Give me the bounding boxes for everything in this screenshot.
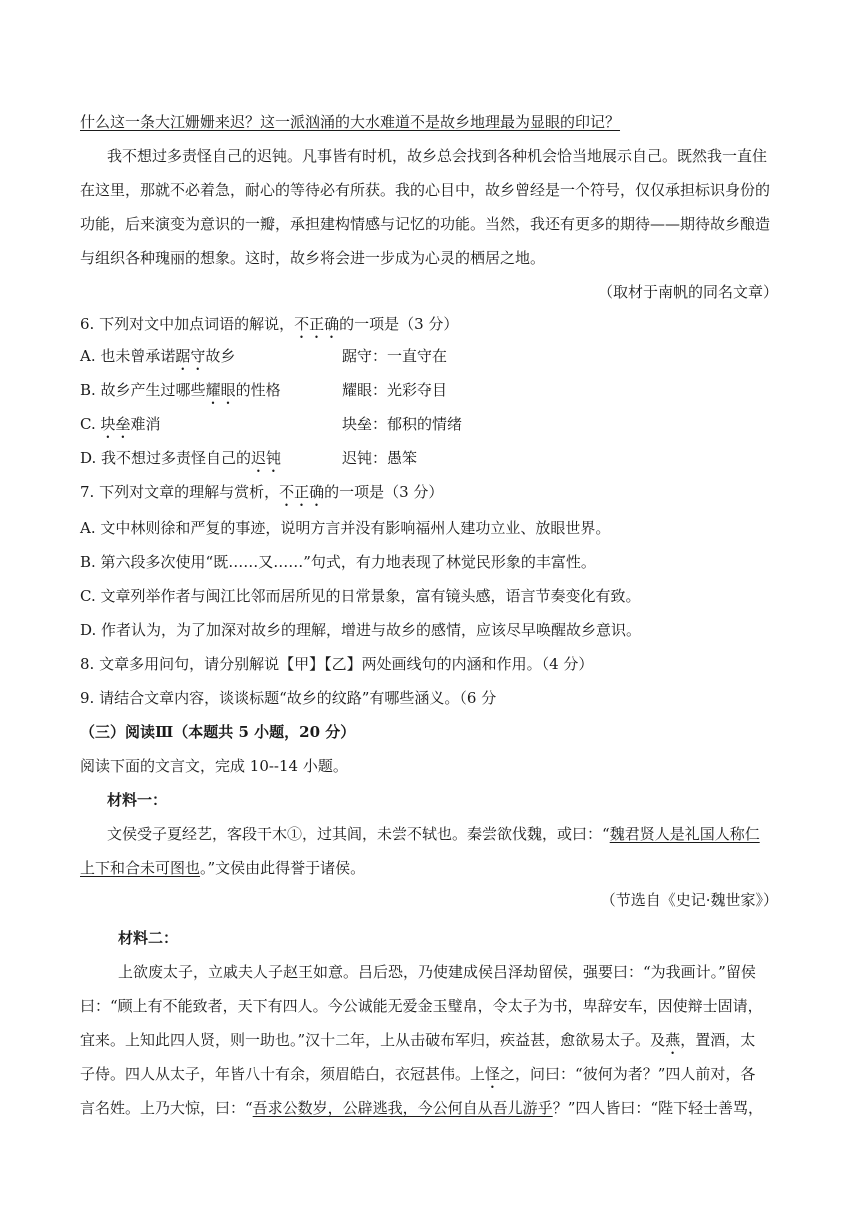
material-2-line: 上欲废太子，立戚夫人子赵王如意。吕后恐，乃使建成侯吕泽劫留侯，强要曰：“为我画计。”留侯 xyxy=(118,963,756,981)
paragraph-line: 在这里，那就不必着急，耐心的等待必有所获。我的心目中，故乡曾经是一个符号，仅仅承担标识身份的 xyxy=(80,181,771,199)
paragraph-line: 功能，后来演变为意识的一瓣，承担建构情感与记忆的功能。当然，我还有更多的期待——期待故乡酿造 xyxy=(80,215,771,233)
material-2-line: 言名姓。上乃大惊，曰：“吾求公数岁，公辟逃我，今公何自从吾儿游乎？”四人皆曰：“陛下轻士善骂， xyxy=(80,1099,764,1117)
question-6-stem: 6. 下列对文中加点词语的解说，不正确的一项是（3 分） xyxy=(80,315,459,333)
emphasis-text: 不正确 xyxy=(294,315,340,333)
question-6-option-a-gloss: 踞守：一直守在 xyxy=(342,347,448,365)
paragraph-line: 与组织各种瑰丽的想象。这时，故乡将会进一步成为心灵的栖居之地。 xyxy=(80,249,546,267)
instruction-text: 阅读下面的文言文，完成 10--14 小题。 xyxy=(80,757,348,775)
question-6-option-d-gloss: 迟钝：愚笨 xyxy=(342,449,418,467)
material-2-line: 子侍。四人从太子，年皆八十有余，须眉皓白，衣冠甚伟。上怪之，问曰：“彼何为者？”四人前对，各 xyxy=(80,1065,756,1083)
underlined-question-line: 什么这一条大江姗姗来迟？这一派汹涌的大水难道不是故乡地理最为显眼的印记？ xyxy=(80,113,621,131)
question-6-option-c-gloss: 块垒：郁积的情绪 xyxy=(342,415,463,433)
emphasis-text: 不正确 xyxy=(279,483,325,501)
question-6-option-c: C. 块垒难消 xyxy=(80,415,161,433)
question-7-option-d: D. 作者认为，为了加深对故乡的理解，增进与故乡的感情，应该尽早唤醒故乡意识。 xyxy=(80,621,642,639)
question-6-option-b-gloss: 耀眼：光彩夺目 xyxy=(342,381,448,399)
question-7-stem: 7. 下列对文章的理解与赏析，不正确的一项是（3 分） xyxy=(80,483,444,501)
material-1-line: 上下和合未可图也。”文侯由此得誉于诸侯。 xyxy=(80,859,366,877)
material-1-line: 文侯受子夏经艺，客段干木①，过其闾，未尝不轼也。秦尝欲伐魏，或曰：“魏君贤人是礼国人称仁 xyxy=(107,825,760,843)
question-9: 9. 请结合文章内容，谈谈标题“故乡的纹路”有哪些涵义。（6 分 xyxy=(80,689,497,707)
question-6-option-a: A. 也未曾承诺踞守故乡 xyxy=(80,347,236,365)
question-7-option-b: B. 第六段多次使用“既……又……”句式，有力地表现了林觉民形象的丰富性。 xyxy=(80,553,596,571)
material-2-line: 曰：“顾上有不能致者，天下有四人。今公诚能无爱金玉璧帛，令太子为书，卑辞安车，因使辩士固请， xyxy=(80,997,763,1015)
question-6-option-b: B. 故乡产生过哪些耀眼的性格 xyxy=(80,381,281,399)
underlined-sentence: 魏君贤人是礼国人称仁 xyxy=(609,825,760,843)
question-7-option-a: A. 文中林则徐和严复的事迹，说明方言并没有影响福州人建功立业、放眼世界。 xyxy=(80,519,611,537)
question-8: 8. 文章多用问句，请分别解说【甲】【乙】两处画线句的内涵和作用。（4 分） xyxy=(80,655,594,673)
material-2-line: 宜来。上知此四人贤，则一助也。”汉十二年，上从击破布军归，疾益甚，愈欲易太子。及燕，置酒，太 xyxy=(80,1031,756,1049)
source-citation: （取材于南帆的同名文章） xyxy=(597,283,778,301)
underlined-sentence: 吾求公数岁，公辟逃我，今公何自从吾儿游乎 xyxy=(252,1099,553,1117)
question-7-option-c: C. 文章列举作者与闽江比邻而居所见的日常景象，富有镜头感，语言节奏变化有致。 xyxy=(80,587,641,605)
section-heading: （三）阅读Ⅲ（本题共 5 小题，20 分） xyxy=(80,723,356,741)
question-6-option-d: D. 我不想过多责怪自己的迟钝 xyxy=(80,449,282,467)
material-1-title: 材料一： xyxy=(107,791,168,809)
underlined-sentence: 上下和合未可图也 xyxy=(80,859,201,877)
source-citation: （节选自《史记·魏世家》） xyxy=(600,891,778,909)
paragraph-line: 我不想过多责怪自己的迟钝。凡事皆有时机，故乡总会找到各种机会恰当地展示自己。既然我一直住 xyxy=(107,147,768,165)
material-2-title: 材料二： xyxy=(118,929,179,947)
